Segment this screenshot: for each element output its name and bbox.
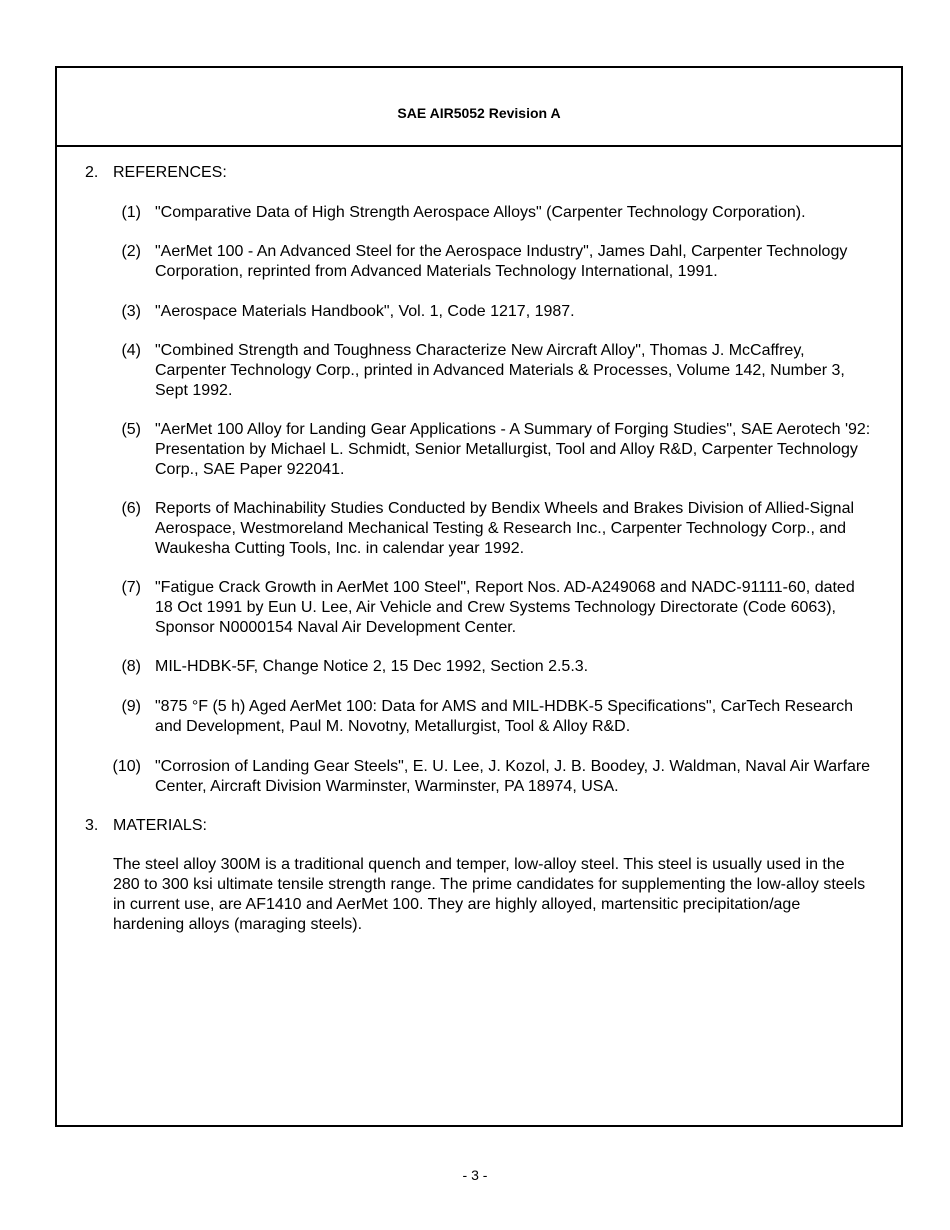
- reference-number: (1): [121, 204, 141, 221]
- document-title: SAE AIR5052 Revision A: [397, 105, 561, 121]
- reference-number: (5): [121, 421, 141, 438]
- materials-paragraph: The steel alloy 300M is a traditional quench and temper, low-alloy steel. This steel is usually used in the 280 to 300 ksi ultimate tensile strength range. The prime candidates for supplementing the low-alloy steels in current use, are AF1410 and AerMet 100. They are highly alloyed, martensitic precipitation/age hardening alloys (maraging steels).: [113, 856, 866, 933]
- reference-text: "Corrosion of Landing Gear Steels", E. U. Lee, J. Kozol, J. B. Boodey, J. Waldman, Naval Air Warfare Center, Aircraft Division Warminster, Warminster, PA 18974, USA.: [155, 758, 871, 795]
- reference-number: (6): [121, 500, 141, 517]
- reference-number: (2): [121, 243, 141, 260]
- reference-text: "Combined Strength and Toughness Characterize New Aircraft Alloy", Thomas J. McCaffrey, Carpenter Technology Corp., printed in Advanced Materials & Processes, Volume 142, Number 3, Sept 1992.: [155, 342, 845, 399]
- reference-number: (10): [112, 758, 141, 775]
- reference-text: "AerMet 100 - An Advanced Steel for the Aerospace Industry", James Dahl, Carpenter Technology Corporation, reprinted from Advanced Materials Technology International, 1991.: [155, 243, 848, 280]
- section-title: REFERENCES:: [113, 164, 227, 181]
- reference-number: (3): [121, 303, 141, 320]
- document-header: [57, 68, 901, 147]
- reference-text: "Comparative Data of High Strength Aerospace Alloys" (Carpenter Technology Corporation).: [155, 204, 806, 221]
- reference-text: "Fatigue Crack Growth in AerMet 100 Steel", Report Nos. AD-A249068 and NADC-91111-60, dated 18 Oct 1991 by Eun U. Lee, Air Vehicle and Crew Systems Technology Directorate (Code 6063), Sponsor N0000154 Naval Air Development Center.: [155, 579, 855, 636]
- section-number: 3.: [85, 817, 99, 834]
- page-number: - 3 -: [462, 1167, 488, 1183]
- reference-text: MIL-HDBK-5F, Change Notice 2, 15 Dec 1992, Section 2.5.3.: [155, 658, 589, 675]
- reference-number: (9): [121, 698, 141, 715]
- reference-number: (8): [121, 658, 141, 675]
- reference-text: "Aerospace Materials Handbook", Vol. 1, Code 1217, 1987.: [155, 303, 575, 320]
- section-number: 2.: [85, 164, 99, 181]
- reference-number: (7): [121, 579, 141, 596]
- reference-number: (4): [121, 342, 141, 359]
- reference-text: "875 °F (5 h) Aged AerMet 100: Data for AMS and MIL-HDBK-5 Specifications", CarTech Research and Development, Paul M. Novotny, Metallurgist, Tool & Alloy R&D.: [155, 698, 854, 735]
- reference-text: Reports of Machinability Studies Conducted by Bendix Wheels and Brakes Division of Allied-Signal Aerospace, Westmoreland Mechanical Testing & Research Inc., Carpenter Technology Corp., and Waukesha Cutting Tools, Inc. in calendar year 1992.: [155, 500, 855, 557]
- section-title: MATERIALS:: [113, 817, 207, 834]
- reference-text: "AerMet 100 Alloy for Landing Gear Applications - A Summary of Forging Studies", SAE Aerotech '92: Presentation by Michael L. Schmidt, Senior Metallurgist, Tool and Alloy R&D, Carpenter Technology Corp., SAE Paper 922041.: [155, 421, 871, 478]
- page-frame: [55, 66, 903, 1127]
